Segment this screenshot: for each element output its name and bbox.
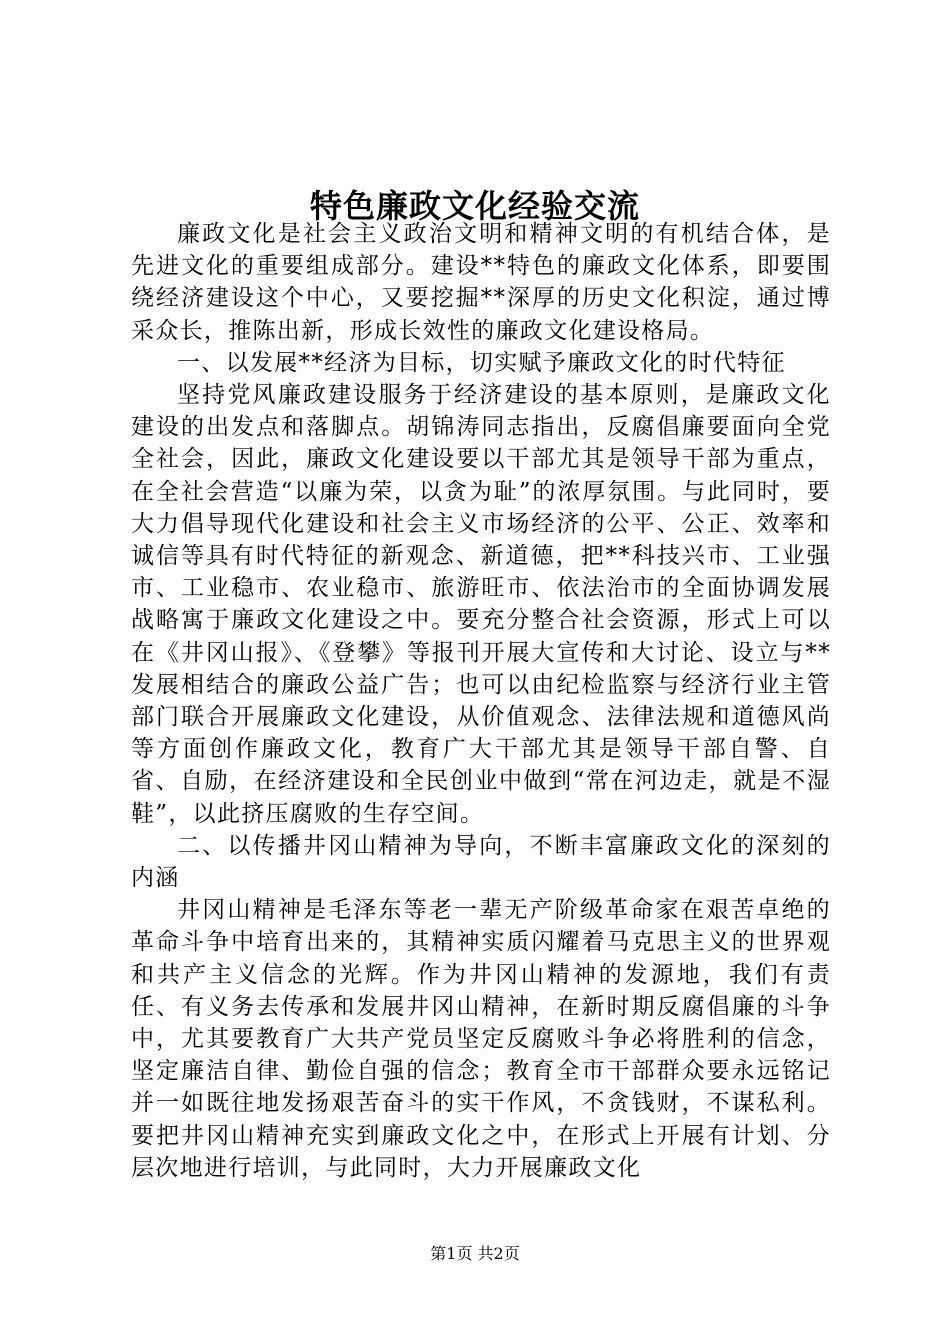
- section-2-paragraph: 井冈山精神是毛泽东等老一辈无产阶级革命家在艰苦卓绝的革命斗争中培育出来的，其精神实质闪耀着马克思主义的世界观和共产主义信念的光辉。作为井冈山精神的发源地，我们有责任、有义务去传承和发展井冈山精神，在新时期反腐倡廉的斗争中，尤其要教育广大共产党员坚定反腐败斗争必将胜利的信念，坚定廉洁自律、勤俭自强的信念；教育全市干部群众要永远铭记并一如既往地发扬艰苦奋斗的实干作风，不贪钱财，不谋私利。要把井冈山精神充实到廉政文化之中，在形式上开展有计划、分层次地进行培训，与此同时，大力开展廉政文化: [131, 897, 831, 1181]
- page-number-footer: 第1页 共2页: [430, 1244, 520, 1263]
- section-heading-2: 二、以传播井冈山精神为导向，不断丰富廉政文化的深刻的内涵: [131, 832, 831, 892]
- section-heading-1: 一、以发展**经济为目标，切实赋予廉政文化的时代特征: [177, 349, 786, 376]
- intro-paragraph: 廉政文化是社会主义政治文明和精神文明的有机结合体，是先进文化的重要组成部分。建设**特色的廉政文化体系，即要围绕经济建设这个中心，又要挖掘**深厚的历史文化积淀，通过博采众长，推陈出新，形成长效性的廉政文化建设格局。: [131, 221, 831, 344]
- document-body: [131, 218, 831, 1184]
- document-title: 特色廉政文化经验交流: [309, 187, 640, 225]
- section-1-paragraph: 坚持党风廉政建设服务于经济建设的基本原则，是廉政文化建设的出发点和落脚点。胡锦涛同志指出，反腐倡廉要面向全党全社会，因此，廉政文化建设要以干部尤其是领导干部为重点，在全社会营造“以廉为荣，以贪为耻”的浓厚氛围。与此同时，要大力倡导现代化建设和社会主义市场经济的公平、公正、效率和诚信等具有时代特征的新观念、新道德，把**科技兴市、工业强市、工业稳市、农业稳市、旅游旺市、依法治市的全面协调发展战略寓于廉政文化建设之中。要充分整合社会资源，形式上可以在《井冈山报》、《登攀》等报刊开展大宣传和大讨论、设立与**发展相结合的廉政公益广告；也可以由纪检监察与经济行业主管部门联合开展廉政文化建设，从价值观念、法律法规和道德风尚等方面创作廉政文化，教育广大干部尤其是领导干部自警、自省、自励，在经济建设和全民创业中做到“常在河边走，就是不湿鞋”，以此挤压腐败的生存空间。: [131, 382, 831, 827]
